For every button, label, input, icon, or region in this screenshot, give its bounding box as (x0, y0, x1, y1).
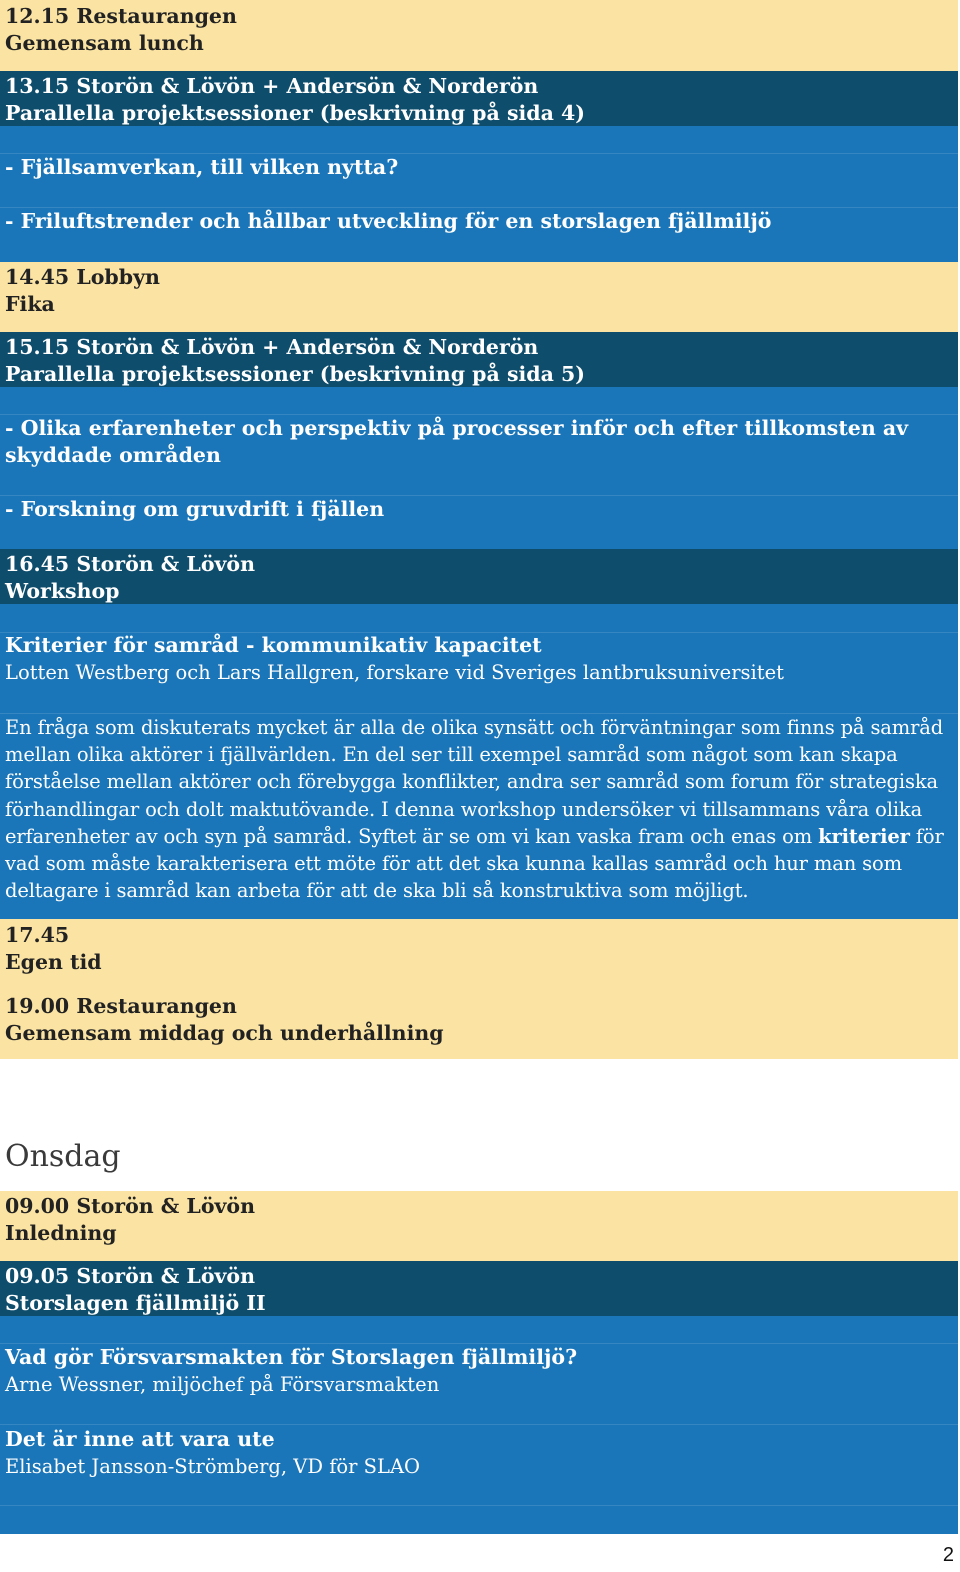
workshop-speaker: Lotten Westberg och Lars Hallgren, forskare vid Sveriges lantbruksuniversitet (5, 661, 785, 684)
block-title: Gemensam lunch (5, 31, 204, 55)
paragraph-emphasis: kriterier (818, 824, 910, 848)
session-list-2 (0, 387, 958, 549)
block-title: Storslagen fjällmiljö II (5, 1291, 266, 1315)
block-title: Parallella projektsessioner (beskrivning på sida 5) (5, 362, 585, 386)
schedule-block-fika (0, 262, 958, 332)
workshop-description (0, 604, 958, 919)
block-time-location: 09.05 Storön & Lövön (5, 1264, 256, 1288)
talk-list (0, 1316, 958, 1534)
talk-title: Vad gör Försvarsmakten för Storslagen fjällmiljö? (5, 1345, 578, 1369)
workshop-paragraph (5, 714, 959, 904)
paragraph-text: för vad som måste karakterisera ett möte för att det ska kunna kallas samråd och hur man som deltagare i samråd kan arbeta för att de ska bli så konstruktiva som möjligt. (5, 824, 944, 903)
block-title: Parallella projektsessioner (beskrivning på sida 4) (5, 101, 585, 125)
block-title: Workshop (5, 579, 120, 603)
block-title: Gemensam middag och underhållning (5, 1021, 444, 1045)
block-title: Egen tid (5, 950, 102, 974)
paragraph-text: En fråga som diskuterats mycket är alla de olika synsätt och förväntningar som finns på samråd mellan olika aktörer i fjällvärlden. En del ser till exempel samråd som något som kan skapa förståelse mellan aktörer och förebygga konflikter, andra ser samråd som forum för strategiska förhandlingar och dolt maktutövande. I denna workshop undersöker vi tillsammans våra olika erfarenheter av och syn på samråd. Syftet är se om vi kan vaska fram och enas om (5, 716, 944, 848)
session-list-1 (0, 126, 958, 262)
block-time: 17.45 (5, 923, 70, 947)
block-time-location: 15.15 Storön & Lövön + Andersön & Norderön (5, 335, 539, 359)
session-item: - Forskning om gruvdrift i fjällen (5, 497, 385, 521)
block-time-location: 12.15 Restaurangen (5, 4, 237, 28)
page-number: 2 (942, 1544, 954, 1566)
block-title: Inledning (5, 1221, 117, 1245)
schedule-block-evening (0, 919, 958, 1059)
block-time-location: 13.15 Storön & Lövön + Andersön & Norderön (5, 74, 539, 98)
session-item: - Fjällsamverkan, till vilken nytta? (5, 155, 399, 179)
talk-speaker: Elisabet Jansson-Strömberg, VD för SLAO (5, 1455, 421, 1478)
schedule-block-lunch (0, 0, 958, 71)
block-time-location: 14.45 Lobbyn (5, 265, 160, 289)
block-title: Fika (5, 292, 55, 316)
session-item: - Olika erfarenheter och perspektiv på processer inför och efter tillkomsten av skyddade områden (5, 416, 909, 467)
schedule-block-parallel-2 (0, 332, 958, 387)
block-time-location: 16.45 Storön & Lövön (5, 552, 256, 576)
talk-title: Det är inne att vara ute (5, 1427, 275, 1451)
schedule-block-inledning (0, 1191, 958, 1261)
workshop-title: Kriterier för samråd - kommunikativ kapacitet (5, 633, 542, 657)
day-heading: Onsdag (5, 1139, 121, 1174)
schedule-block-parallel-1 (0, 71, 958, 126)
schedule-block-fjallmiljo (0, 1261, 958, 1316)
block-time-location: 19.00 Restaurangen (5, 994, 237, 1018)
schedule-block-workshop (0, 549, 958, 604)
talk-speaker: Arne Wessner, miljöchef på Försvarsmakten (5, 1373, 440, 1396)
session-item: - Friluftstrender och hållbar utveckling för en storslagen fjällmiljö (5, 209, 772, 233)
block-time-location: 09.00 Storön & Lövön (5, 1194, 256, 1218)
